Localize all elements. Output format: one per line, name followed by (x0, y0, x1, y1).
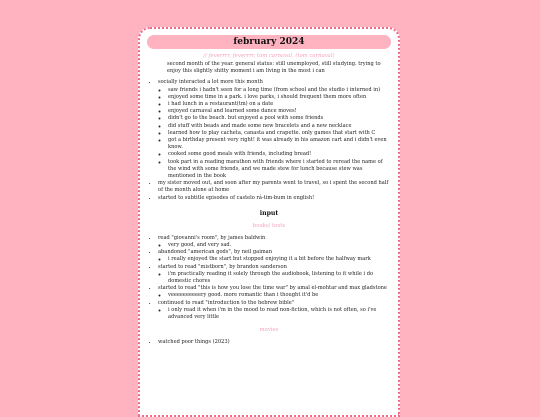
list-item-text: continued to read "introduction to the hebrew bible" (158, 299, 295, 306)
sub-list-item: ◦ took part in a reading marathon with friends where i started to reread the name of the wind with some friends, and we made stew for lunch because stew was mentioned in the book (168, 159, 391, 181)
list-item-text: read "giovanni's room", by james baldwin (158, 234, 266, 241)
movies-list (147, 339, 391, 346)
list-item: • started to subtitle episodes of castelo rá-tim-bum in english! (158, 195, 391, 202)
intro-paragraph: second month of the year. general status: still unemployed, still studying. trying to enjoy this slightly shitty moment i am living in the most i can (167, 61, 381, 75)
list-item-text: socially interacted a lot more this month (158, 79, 263, 86)
sub-list-item: ◦ i really enjoyed the start but stopped enjoying it a bit before the halfway mark (168, 256, 391, 263)
movies-subtitle: movies (259, 327, 279, 334)
sub-list-item: ◦ very good, and very sad. (168, 242, 391, 249)
sub-list-item: ◦ veeeeeeeeeery good. more romantic than i thought it'd be (168, 292, 391, 299)
sub-list-item: ◦ i had lunch in a restaurant(tm) on a date (168, 101, 391, 108)
sub-list-item: ◦ learned how to play cacheta, canasta and crapette. only games that start with C (168, 130, 391, 137)
tagline: // feverrrr, feverrrr, tom carnaval, (tom carnaval) (203, 53, 335, 59)
list-item-text: started to read "this is how you lose the time war" by amal el-mohtar and max gladstone (158, 285, 387, 292)
sub-list (158, 256, 391, 263)
sub-list-item: ◦ didn't go to the beach. but enjoyed a pool with some friends (168, 115, 391, 122)
page-title: february 2024 (147, 35, 391, 49)
list-item (158, 235, 391, 249)
main-list (147, 79, 391, 201)
list-item: • watched poor things (2023) (158, 339, 391, 346)
sub-list (158, 242, 391, 249)
list-item-text: started to read "mistborn", by brandon sanderson (158, 263, 287, 270)
sub-list-item: ◦ did stuff with beads and made some new bracelets and a new necklace (168, 123, 391, 130)
input-section-title: input (259, 209, 279, 217)
books-list (147, 235, 391, 321)
list-item-text: abandoned "american gods", by neil gaiman (158, 249, 272, 256)
sub-list-item: ◦ enjoyed carnaval and learned some dance moves! (168, 108, 391, 115)
sub-list-item: ◦ saw friends i hadn't seen for a long time (from school and the studio i interned in) (168, 87, 391, 94)
list-item (158, 79, 391, 180)
list-item: • my sister moved out, and soon after my parents went to travel, so i spent the second half of the month alone at home (158, 180, 391, 194)
sub-list (158, 87, 391, 181)
list-item (158, 300, 391, 322)
sub-list (158, 292, 391, 299)
sub-list (158, 271, 391, 285)
sub-list-item: ◦ enjoyed some time in a park. i love parks, i should frequent them more often (168, 94, 391, 101)
sub-list (158, 307, 391, 321)
journal-card (138, 27, 400, 417)
list-item (158, 285, 391, 299)
sub-list-item: ◦ i'm practically reading it solely through the audiobook, listening to it while i do domestic chores (168, 271, 391, 285)
list-item (158, 249, 391, 263)
sub-list-item: ◦ i only read it when i'm in the mood to read non-fiction, which is not often, so i've advanced very little (168, 307, 391, 321)
sub-list-item: ◦ cooked some good meals with friends, including bread! (168, 151, 391, 158)
books-subtitle: books/ texts (252, 222, 286, 229)
list-item (158, 264, 391, 286)
sub-list-item: ◦ got a birthday present very right! it was already in his amazon cart and i didn't even know. (168, 137, 391, 151)
